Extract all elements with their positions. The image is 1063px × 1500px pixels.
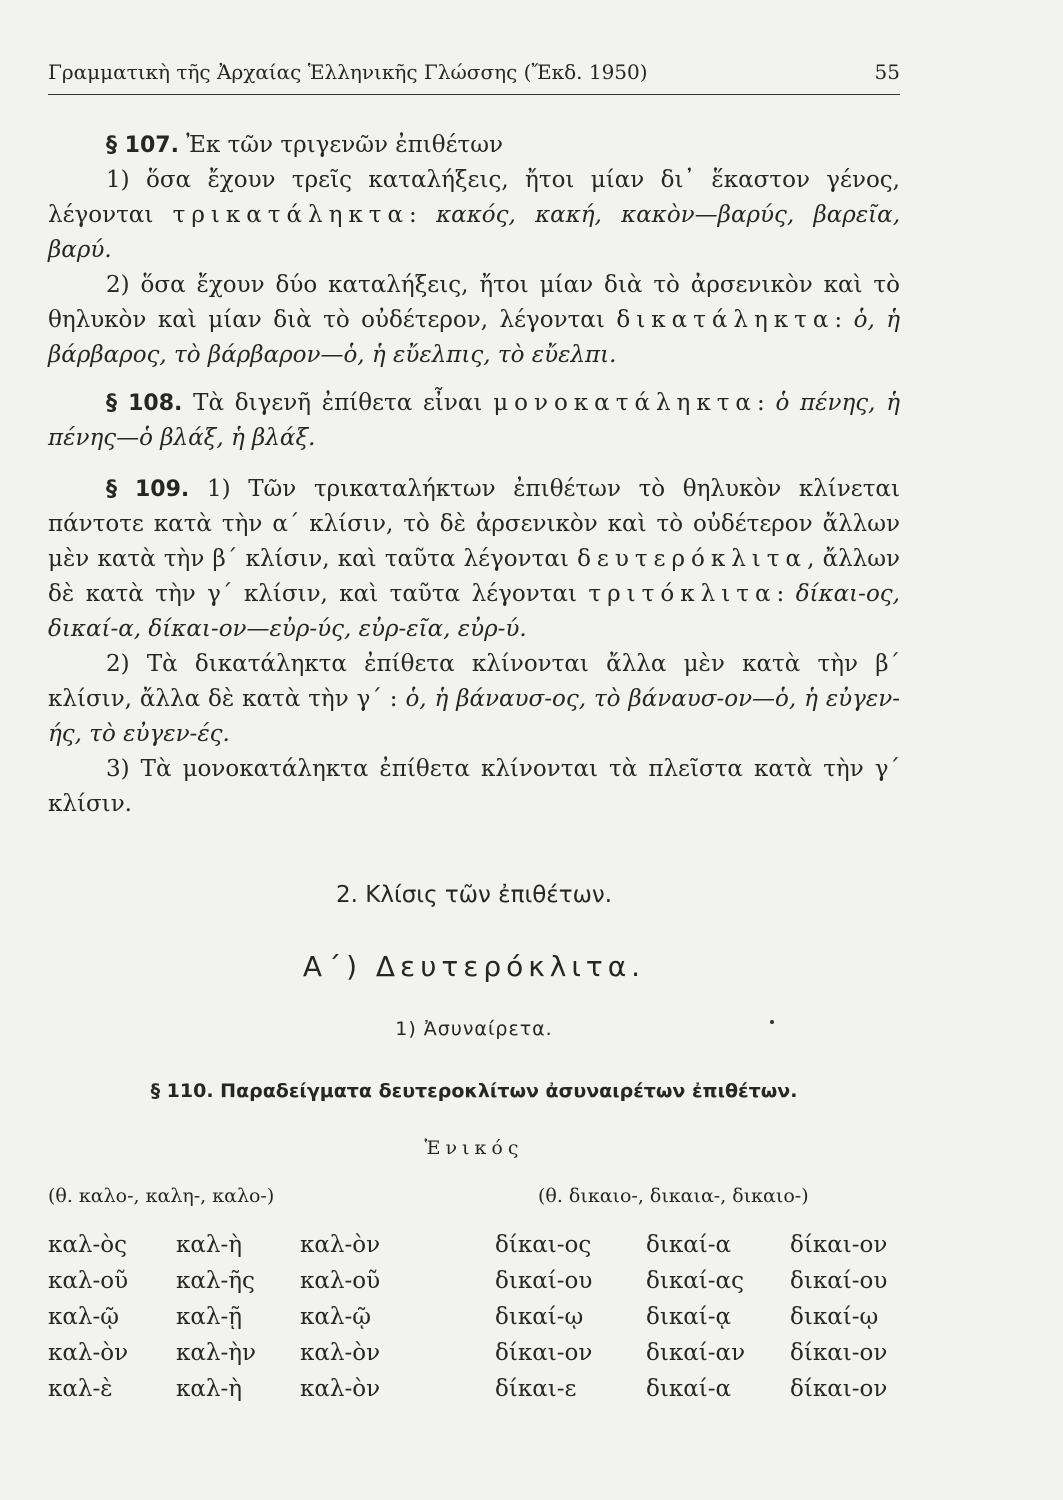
table-cell: καλ-ὸν bbox=[48, 1340, 129, 1366]
table-cell: δίκαι-ον bbox=[790, 1376, 888, 1402]
section-2-title: 2. Κλίσις τῶν ἐπιθέτων. bbox=[336, 882, 612, 908]
section-a-title: Α΄) Δευτερόκλιτα. bbox=[302, 950, 646, 983]
table-cell: καλ-ῇ bbox=[176, 1304, 243, 1330]
header-rule bbox=[48, 94, 900, 95]
table-cell: δικαί-ᾳ bbox=[646, 1304, 732, 1330]
table-cell: καλ-ὴν bbox=[176, 1340, 257, 1366]
table-cell: καλ-ὸν bbox=[300, 1232, 381, 1258]
section-107-para-2 bbox=[48, 268, 900, 373]
section-108 bbox=[48, 386, 900, 456]
table-cell: δικαί-ῳ bbox=[495, 1304, 584, 1330]
table-cell: καλ-ὸν bbox=[300, 1340, 381, 1366]
section-109-para-1 bbox=[48, 472, 900, 647]
table-cell: καλ-οῦ bbox=[300, 1268, 381, 1294]
table-cell: καλ-ὴ bbox=[176, 1232, 243, 1258]
table-cell: δικαί-ου bbox=[495, 1268, 593, 1294]
table-cell: δίκαι-ε bbox=[495, 1376, 577, 1402]
text-run: , ἄλλων δὲ κατὰ τὴν γ΄ κλίσιν, καὶ ταῦτα λέγονται bbox=[48, 546, 900, 607]
stray-dot bbox=[770, 1020, 774, 1024]
table-cell: καλ-ῷ bbox=[48, 1304, 120, 1330]
section-108-label: § 108. bbox=[106, 391, 183, 416]
table-cell: δικαί-αν bbox=[646, 1340, 746, 1366]
table-cell: καλ-ὸν bbox=[300, 1376, 381, 1402]
spaced-term: τρικατάληκτα bbox=[172, 202, 410, 228]
section-107-heading: Ἐκ τῶν τριγενῶν ἐπιθέτων bbox=[178, 132, 503, 158]
table-cell: καλ-οῦ bbox=[48, 1268, 129, 1294]
stem-note-dikaios: (θ. δικαιο-, δικαια-, δικαιο-) bbox=[538, 1185, 809, 1207]
section-107-para-1 bbox=[48, 163, 900, 268]
section-110-label: § 110. bbox=[150, 1080, 214, 1102]
header-title: Γραμματικὴ τῆς Ἀρχαίας Ἑλληνικῆς Γλώσσης (Ἔκδ. 1950) bbox=[48, 60, 648, 84]
section-109-label: § 109. bbox=[106, 477, 190, 502]
table-cell: καλ-ὴ bbox=[176, 1376, 243, 1402]
table-cell: δίκαι-ον bbox=[495, 1340, 593, 1366]
section-107-label: § 107. bbox=[106, 133, 179, 158]
table-cell: δίκαι-ον bbox=[790, 1232, 888, 1258]
text-run: : bbox=[834, 307, 854, 333]
table-cell: δικαί-ας bbox=[646, 1268, 744, 1294]
table-cell: δικαί-α bbox=[646, 1232, 732, 1258]
table-cell: καλ-ῆς bbox=[176, 1268, 255, 1294]
running-header bbox=[48, 60, 900, 84]
text-run: : bbox=[756, 390, 776, 416]
text-run: 1) Τῶν τρικαταλήκτων ἐπιθέτων τὸ θηλυκὸν κλίνεται πάντοτε κατὰ τὴν α΄ κλίσιν, τὸ δὲ ἀρσενικὸν καὶ τὸ οὐδέτερον ἄλλων μὲν κατὰ τὴν β΄ κλίσιν, καὶ ταῦτα λέγονται bbox=[48, 476, 900, 572]
text-run: 2) Τὰ δικατάληκτα ἐπίθετα κλίνονται ἄλλα μὲν κατὰ τὴν β΄ κλίσιν, ἄλλα δὲ κατὰ τὴν γ΄ : bbox=[48, 651, 900, 712]
examples: δίκαι-ος, δικαί-α, δίκαι-ον—εὐρ-ύς, εὐρ-εῖα, εὐρ-ύ. bbox=[48, 581, 900, 642]
text-run: Τὰ διγενῆ ἐπίθετα εἶναι bbox=[182, 390, 494, 416]
page-number: 55 bbox=[874, 60, 900, 84]
examples: ὁ, ἡ βάναυσ-ος, τὸ βάναυσ-ον—ὁ, ἡ εὐγεν-ής, τὸ εὐγεν-ές. bbox=[48, 686, 900, 747]
section-109-para-2 bbox=[48, 647, 900, 752]
spaced-term: τριτόκλιτα bbox=[588, 581, 777, 607]
text-run: 2) ὅσα ἔχουν δύο καταλήξεις, ἤτοι μίαν διὰ τὸ ἀρσενικὸν καὶ τὸ θηλυκὸν καὶ μίαν διὰ τὸ οὐδέτερον, λέγονται bbox=[48, 272, 900, 333]
table-cell: δικαί-α bbox=[646, 1376, 732, 1402]
table-cell: καλ-ῷ bbox=[300, 1304, 372, 1330]
stem-note-kalos: (θ. καλο-, καλη-, καλο-) bbox=[48, 1185, 275, 1207]
table-cell: δικαί-ου bbox=[790, 1268, 888, 1294]
section-107-intro bbox=[48, 128, 900, 163]
subsection-1-title: 1) Ἀσυναίρετα. bbox=[395, 1018, 553, 1040]
examples: ὁ πένης, ἡ πένης—ὁ βλάξ, ἡ βλάξ. bbox=[48, 390, 900, 451]
text-run: : bbox=[409, 202, 437, 228]
table-cell: δίκαι-ον bbox=[790, 1340, 888, 1366]
table-cell: δικαί-ῳ bbox=[790, 1304, 879, 1330]
table-cell: καλ-ὸς bbox=[48, 1232, 127, 1258]
examples: κακός, κακή, κακὸν—βαρύς, βαρεῖα, βαρύ. bbox=[48, 202, 901, 263]
spaced-term: δικατάληκτα bbox=[616, 307, 835, 333]
main-text bbox=[48, 128, 900, 822]
table-cell: δίκαι-ος bbox=[495, 1232, 592, 1258]
section-109-para-3: 3) Τὰ μονοκατάληκτα ἐπίθετα κλίνονται τὰ πλεῖστα κατὰ τὴν γ΄ κλίσιν. bbox=[48, 756, 900, 817]
text-run: : bbox=[776, 581, 796, 607]
spaced-term: μονοκατάληκτα bbox=[493, 390, 757, 416]
section-110-title bbox=[48, 1080, 900, 1102]
spaced-term: δευτερόκλιτα bbox=[577, 546, 808, 572]
number-heading: Ἑνικός bbox=[424, 1137, 524, 1159]
table-cell: καλ-ὲ bbox=[48, 1376, 113, 1402]
examples: ὁ, ἡ βάρβαρος, τὸ βάρβαρον—ὁ, ἡ εὔελπις, τὸ εὔελπι. bbox=[48, 307, 901, 368]
section-110-text: Παραδείγματα δευτεροκλίτων ἀσυναιρέτων ἐπιθέτων. bbox=[213, 1080, 798, 1102]
text-run: 1) ὅσα ἔχουν τρεῖς καταλήξεις, ἤτοι μίαν δι᾽ ἕκαστον γένος, λέγονται bbox=[48, 167, 900, 228]
